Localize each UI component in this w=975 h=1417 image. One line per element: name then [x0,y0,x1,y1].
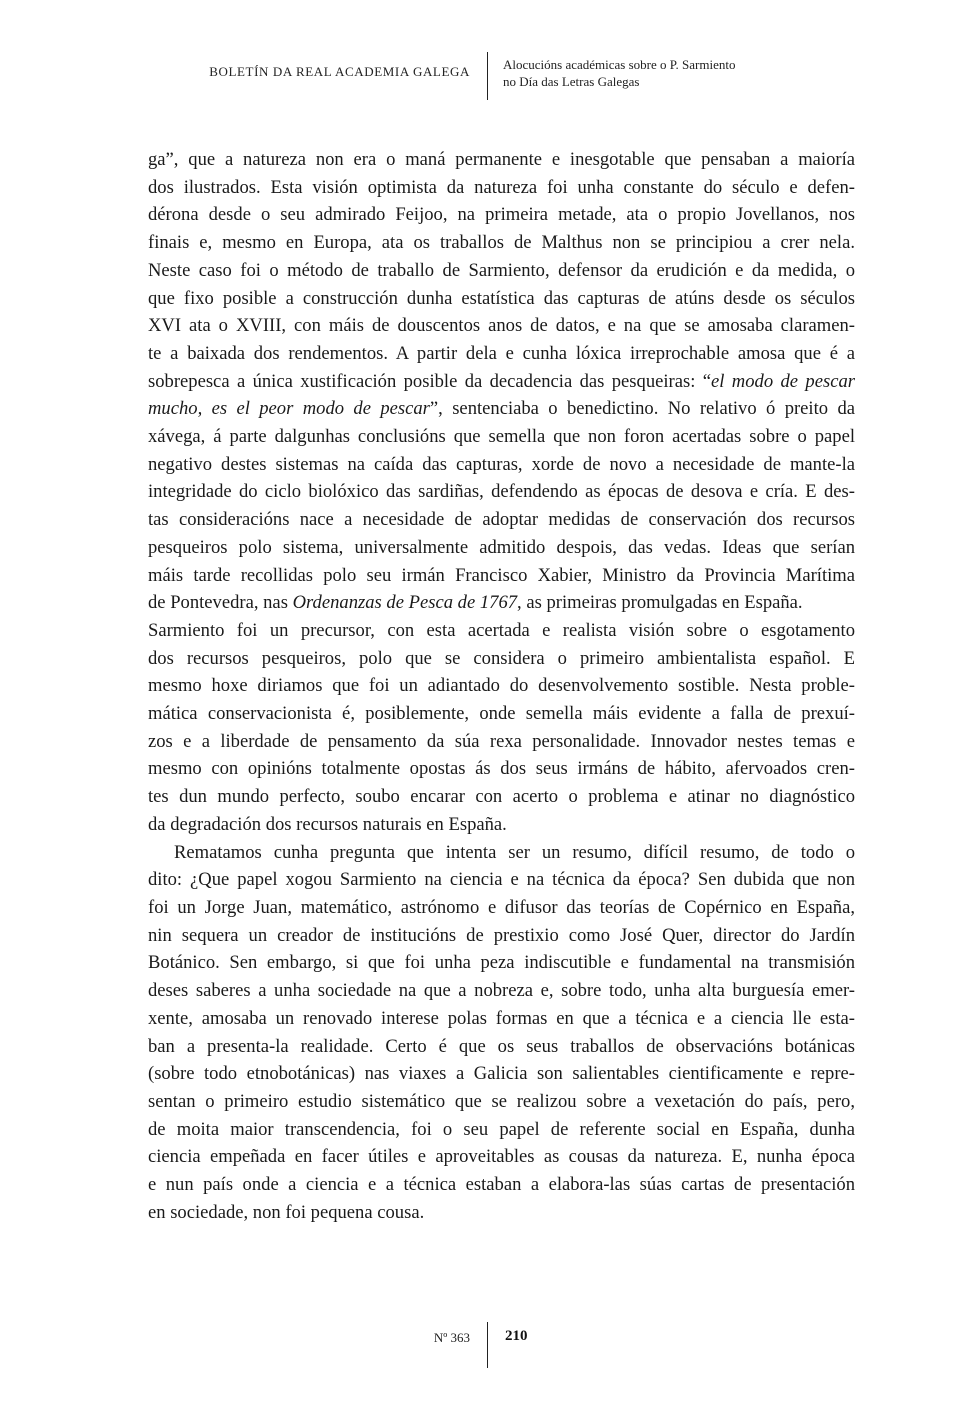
text-line: XVI ata o XVIII, con máis de douscentos anos de datos, e na que se amosaba claramen- [148,315,855,337]
text-line: xente, amosaba un renovado interese polas formas en que a técnica e a ciencia lle esta- [148,1007,855,1029]
text-line: (sobre todo etnobotánicas) nas viaxes a Galicia son salientables cientificamente e repre- [148,1063,855,1085]
text-line: en sociedade, non foi pequena cousa. [148,1201,425,1223]
text-line: mesmo con opinións totalmente opostas ás dos seus irmáns de hábito, afervoados cren- [148,758,855,780]
text-line [148,368,855,396]
paragraph-3 [148,839,855,1227]
section-title-line-2: no Día das Letras Galegas [503,74,640,89]
text-line: Rematamos cunha pregunta que intenta ser un resumo, difícil resumo, de todo o [174,841,855,863]
italic-quote: mucho, es el peor modo de pescar [148,398,430,420]
text-line: da degradación dos recursos naturais en España. [148,813,507,835]
text-run: , as primeiras promulgadas en España. [517,592,803,614]
text-line: xávega, á parte dalgunhas conclusións que semella que non foron acertadas sobre o papel [148,426,855,448]
journal-title: BOLETÍN DA REAL ACADEMIA GALEGA [209,64,470,79]
text-line [148,589,855,617]
text-line: dérona desde o seu admirado Feijoo, na primeira metade, ata o propio Jovellanos, nos [148,204,855,226]
page-number: 210 [505,1328,528,1344]
text-line: mesmo hoxe diriamos que foi un adiantado do desenvolvemento sostible. Nesta proble- [148,675,855,697]
text-line: tes dun mundo perfecto, soubo encarar con acerto o problema e atinar no diagnóstico [148,786,855,808]
indent-line: Sarmiento foi un precursor, con esta acertada e realista visión sobre o esgotamento [148,619,855,641]
text-line: te a baixada dos rendementos. A partir dela e cunha lóxica irreprochable amosa que é a [148,342,855,364]
issue-number: Nº 363 [433,1330,470,1345]
text-line: que fixo posible a construcción dunha estatística das capturas de atúns desde os séculos [148,287,855,309]
text-line: tas consideracións nace a necesidade de adoptar medidas de conservación dos recursos [148,509,855,531]
text-line: sentan o primeiro estudio sistemático que se realizou sobre a vexetación do país, pero, [148,1090,855,1112]
text-line: negativo destes sistemas na caída das capturas, xorde de novo a necesidade de mante-la [148,453,855,475]
text-line: ban a presenta-la realidade. Certo é que os seus traballos de observacións botánicas [148,1035,855,1057]
text-line: mática conservacionista é, posiblemente, onde semella máis evidente a falla de prexuí- [148,703,855,725]
text-line: ciencia empeñada en facer útiles e aproveitables as cousas da natureza. E, nunha época [148,1146,855,1168]
text-line: Botánico. Sen embargo, si que foi unha peza indiscutible e fundamental na transmisión [148,952,855,974]
text-line: ga”, que a natureza non era o maná permanente e inesgotable que pensaban a maioría [148,149,855,170]
text-line: foi un Jorge Juan, matemático, astrónomo e difusor das teorías de Copérnico en España, [148,896,855,918]
header-divider [487,52,488,100]
text-line: pesqueiros polo sistema, universalmente admitido despois, das vedas. Ideas que serían [148,536,855,558]
text-run: de Pontevedra, nas [148,592,293,614]
section-title [503,56,736,90]
text-line: dos recursos pesqueiros, polo que se considera o primeiro ambientalista español. E [148,647,855,669]
text-line: e nun país onde a ciencia e a técnica estaban a elabora-las súas cartas de presentación [148,1174,855,1196]
text-run: sobrepesca a única xustificación posible da decadencia das pesqueiras: “ [148,370,712,392]
text-line: deses saberes a unha sociedade na que a nobreza e, sobre todo, unha alta burguesía emer- [148,980,855,1002]
text-line: de moita maior transcendencia, foi o seu papel de referente social en España, dunha [148,1118,855,1140]
text-line: máis tarde recollidas polo seu irmán Francisco Xabier, Ministro da Provincia Marítima [148,564,855,586]
section-title-line-1: Alocucións académicas sobre o P. Sarmiento [503,57,736,72]
footer-divider [487,1322,488,1368]
text-run: ”, sentenciaba o benedictino. No relativo ó preito da [429,398,855,420]
text-line: dos ilustrados. Esta visión optimista da natureza foi unha constante do século e defen- [148,176,855,198]
text-line: finais e, mesmo en Europa, ata os traballos de Malthus non se principiou a crer nela. [148,232,855,254]
text-line [148,617,855,645]
text-line: nin sequera un creador de institucións de prestixio como José Quer, director do Jardín [148,924,855,946]
text-line [148,395,855,423]
body-text [148,146,855,1226]
running-footer [0,1322,975,1370]
paragraph-2 [148,617,855,839]
text-line: integridade do ciclo biolóxico das sardiñas, defendendo as épocas de desova e cría. E des- [148,481,855,503]
paragraph-1 [148,146,855,617]
running-header [0,52,975,102]
italic-title: Ordenanzas de Pesca de 1767 [292,592,518,614]
italic-quote: el modo de pescar [711,370,855,392]
text-line: dito: ¿Que papel xogou Sarmiento na ciencia e na técnica da época? Sen dubida que non [148,869,855,891]
text-line: Neste caso foi o método de traballo de Sarmiento, defensor da erudición e da medida, o [148,259,855,281]
text-line: zos e a liberdade de pensamento da súa rexa personalidade. Innovador nestes temas e [148,730,855,752]
